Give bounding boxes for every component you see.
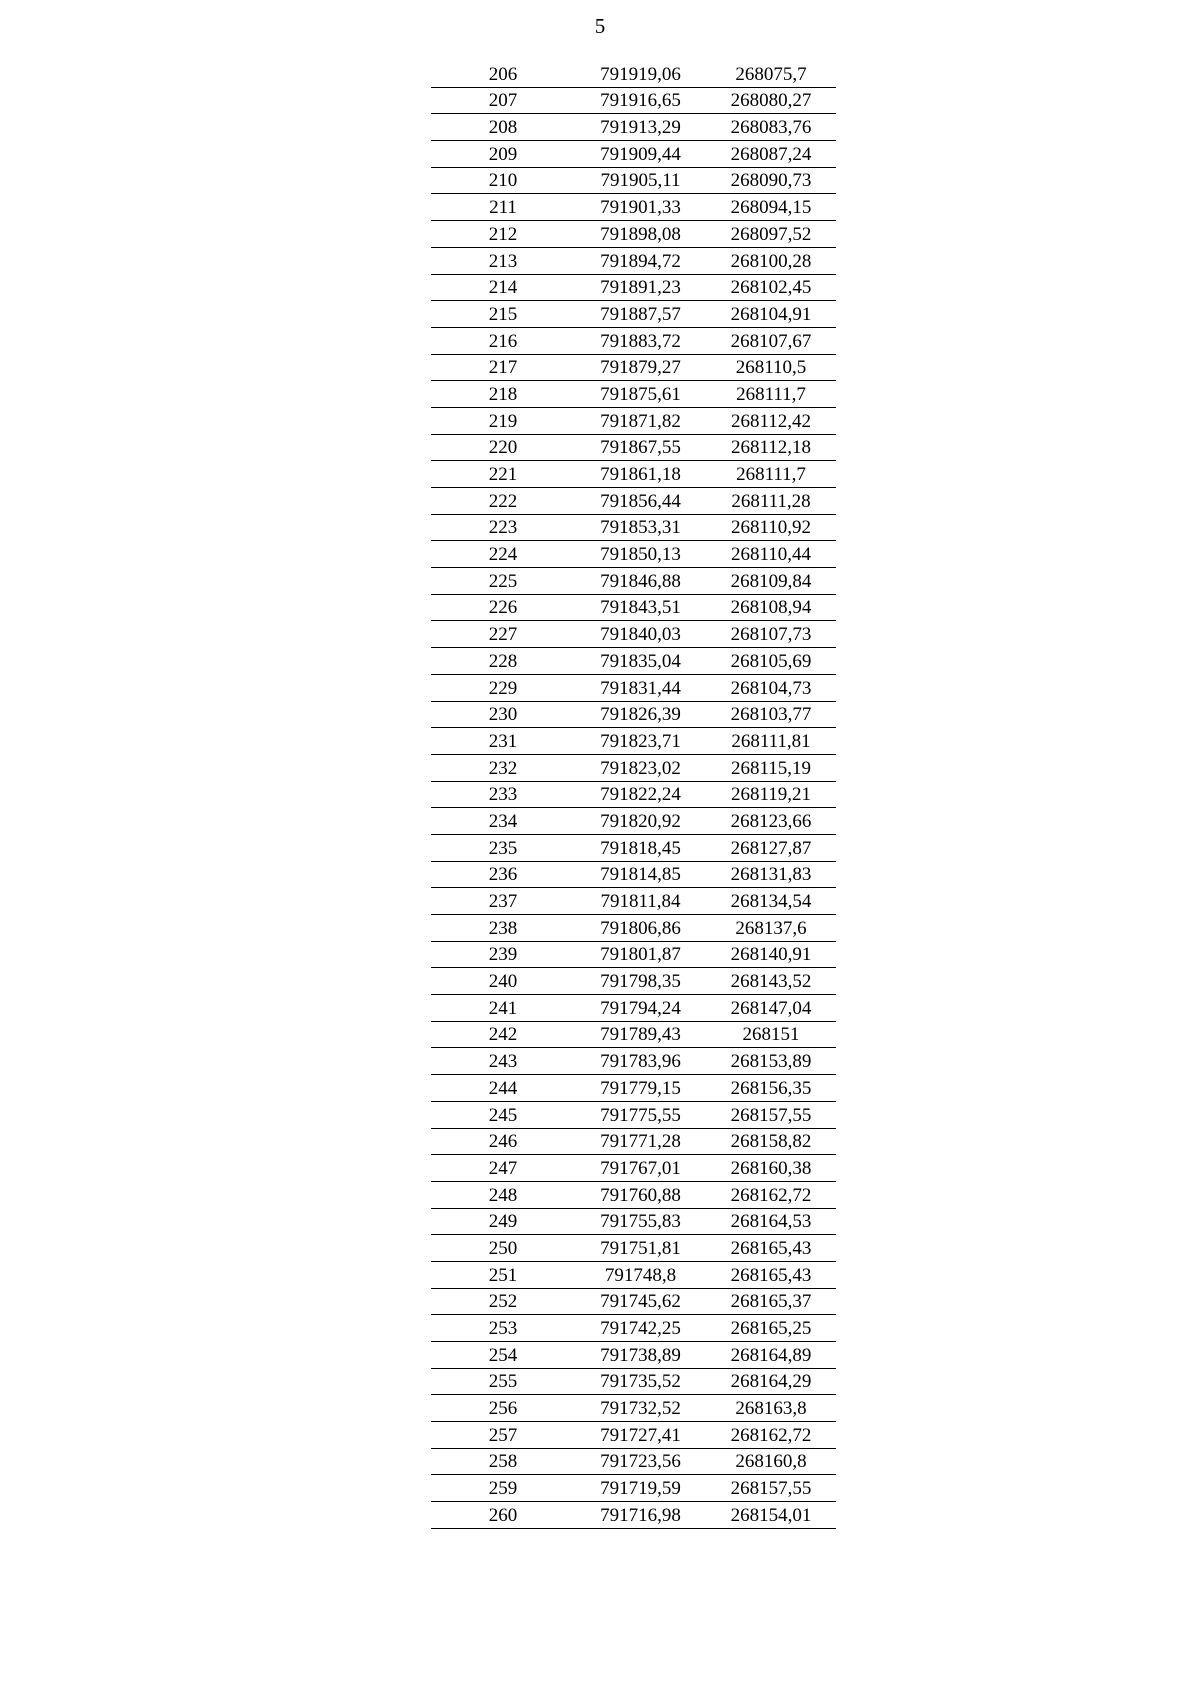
point-number: 254 (488, 1344, 518, 1366)
y-coordinate: 268112,18 (730, 437, 812, 459)
y-coordinate: 268090,73 (730, 170, 812, 192)
table-row (431, 88, 836, 115)
y-coordinate: 268107,73 (730, 624, 812, 646)
table-row (431, 488, 836, 515)
x-coordinate: 791806,86 (600, 917, 681, 939)
point-number: 228 (488, 650, 518, 672)
point-number: 234 (488, 810, 518, 832)
y-coordinate: 268147,04 (730, 997, 812, 1019)
point-number: 255 (488, 1371, 518, 1393)
point-number: 206 (488, 63, 518, 85)
y-coordinate: 268097,52 (730, 223, 812, 245)
y-coordinate: 268080,27 (730, 90, 812, 112)
point-number: 242 (488, 1024, 518, 1046)
point-number: 246 (488, 1131, 518, 1153)
point-number: 249 (488, 1211, 518, 1233)
table-row (431, 248, 836, 275)
point-number: 247 (488, 1157, 518, 1179)
y-coordinate: 268115,19 (730, 757, 812, 779)
point-number: 235 (488, 837, 518, 859)
x-coordinate: 791738,89 (600, 1344, 681, 1366)
y-coordinate: 268134,54 (730, 891, 812, 912)
table-row (431, 61, 836, 88)
point-number: 217 (488, 357, 518, 379)
x-coordinate: 791801,87 (600, 944, 681, 966)
point-number: 241 (488, 997, 518, 1019)
table-row (431, 1289, 836, 1316)
point-number: 227 (488, 624, 518, 646)
y-coordinate: 268104,91 (730, 303, 812, 325)
y-coordinate: 268111,81 (731, 730, 811, 752)
table-row (431, 1342, 836, 1369)
y-coordinate: 268140,91 (730, 944, 812, 966)
x-coordinate: 791891,23 (600, 277, 681, 299)
y-coordinate: 268075,7 (735, 63, 807, 85)
table-row (431, 194, 836, 221)
x-coordinate: 791861,18 (600, 464, 681, 485)
y-coordinate: 268164,29 (730, 1371, 812, 1393)
point-number: 240 (488, 971, 518, 993)
x-coordinate: 791887,57 (600, 303, 681, 325)
x-coordinate: 791826,39 (600, 704, 681, 726)
point-number: 215 (488, 303, 518, 325)
y-coordinate: 268164,89 (730, 1344, 812, 1366)
x-coordinate: 791775,55 (600, 1104, 681, 1126)
x-coordinate: 791909,44 (600, 143, 681, 165)
point-number: 250 (488, 1237, 518, 1259)
x-coordinate: 791723,56 (600, 1451, 681, 1473)
point-number: 210 (488, 170, 518, 192)
point-number: 233 (488, 784, 518, 806)
y-coordinate: 268111,7 (736, 383, 806, 405)
x-coordinate: 791919,06 (600, 63, 681, 85)
table-row (431, 1235, 836, 1262)
x-coordinate: 791843,51 (600, 597, 681, 619)
point-number: 209 (488, 143, 518, 165)
table-row (431, 1102, 836, 1129)
y-coordinate: 268156,35 (730, 1077, 812, 1099)
page-number: 5 (594, 14, 606, 38)
y-coordinate: 268108,94 (730, 597, 812, 619)
y-coordinate: 268107,67 (730, 330, 812, 352)
point-number: 213 (488, 250, 518, 272)
table-row (431, 675, 836, 702)
x-coordinate: 791779,15 (600, 1077, 681, 1099)
x-coordinate: 791742,25 (600, 1318, 681, 1339)
x-coordinate: 791894,72 (600, 250, 681, 272)
table-row (431, 1395, 836, 1422)
point-number: 222 (488, 490, 518, 512)
table-row (431, 755, 836, 782)
table-row (431, 968, 836, 995)
table-row (431, 808, 836, 835)
table-row (431, 1075, 836, 1102)
table-row (431, 915, 836, 942)
y-coordinate: 268111,7 (736, 464, 806, 485)
table-row (431, 541, 836, 568)
y-coordinate: 268123,66 (730, 810, 812, 832)
x-coordinate: 791905,11 (600, 170, 681, 192)
y-coordinate: 268112,42 (730, 410, 812, 432)
y-coordinate: 268163,8 (735, 1398, 807, 1420)
x-coordinate: 791883,72 (600, 330, 681, 352)
table-row (431, 648, 836, 675)
point-number: 238 (488, 917, 518, 939)
x-coordinate: 791916,65 (600, 90, 681, 112)
table-row (431, 275, 836, 302)
x-coordinate: 791735,52 (600, 1371, 681, 1393)
point-number: 251 (488, 1264, 518, 1286)
point-number: 259 (488, 1478, 518, 1500)
table-row (431, 381, 836, 408)
x-coordinate: 791913,29 (600, 117, 681, 139)
y-coordinate: 268087,24 (730, 143, 812, 165)
x-coordinate: 791732,52 (600, 1398, 681, 1420)
table-row (431, 408, 836, 435)
y-coordinate: 268151 (742, 1024, 800, 1046)
point-number: 236 (488, 864, 518, 886)
x-coordinate: 791840,03 (600, 624, 681, 646)
table-row (431, 1262, 836, 1289)
y-coordinate: 268110,5 (735, 357, 807, 379)
y-coordinate: 268157,55 (730, 1478, 812, 1500)
table-row (431, 1022, 836, 1049)
x-coordinate: 791901,33 (600, 197, 681, 219)
x-coordinate: 791831,44 (600, 677, 681, 699)
x-coordinate: 791798,35 (600, 971, 681, 993)
x-coordinate: 791818,45 (600, 837, 681, 859)
table-row (431, 114, 836, 141)
y-coordinate: 268110,92 (730, 517, 812, 539)
x-coordinate: 791767,01 (600, 1157, 681, 1179)
x-coordinate: 791789,43 (600, 1024, 681, 1046)
y-coordinate: 268164,53 (730, 1211, 812, 1233)
y-coordinate: 268158,82 (730, 1131, 812, 1153)
x-coordinate: 791755,83 (600, 1211, 681, 1233)
table-row (431, 461, 836, 488)
y-coordinate: 268111,28 (731, 490, 811, 512)
y-coordinate: 268083,76 (730, 117, 812, 139)
point-number: 258 (488, 1451, 518, 1473)
point-number: 207 (488, 90, 518, 112)
table-row (431, 168, 836, 195)
x-coordinate: 791783,96 (600, 1051, 681, 1073)
y-coordinate: 268137,6 (735, 917, 807, 939)
table-row (431, 515, 836, 542)
x-coordinate: 791814,85 (600, 864, 681, 886)
x-coordinate: 791716,98 (600, 1504, 681, 1526)
table-row (431, 435, 836, 462)
x-coordinate: 791871,82 (600, 410, 681, 432)
table-row (431, 1155, 836, 1182)
point-number: 244 (488, 1077, 518, 1099)
y-coordinate: 268154,01 (730, 1504, 812, 1526)
point-number: 237 (488, 891, 518, 912)
table-row (431, 995, 836, 1022)
y-coordinate: 268102,45 (730, 277, 812, 299)
table-row (431, 835, 836, 862)
y-coordinate: 268143,52 (730, 971, 812, 993)
table-row (431, 221, 836, 248)
point-number: 225 (488, 570, 518, 592)
x-coordinate: 791853,31 (600, 517, 681, 539)
point-number: 219 (488, 410, 518, 432)
table-row (431, 1369, 836, 1396)
table-row (431, 1182, 836, 1209)
y-coordinate: 268105,69 (730, 650, 812, 672)
y-coordinate: 268104,73 (730, 677, 812, 699)
y-coordinate: 268165,43 (730, 1264, 812, 1286)
table-row (431, 1048, 836, 1075)
table-row (431, 1502, 836, 1529)
y-coordinate: 268131,83 (730, 864, 812, 886)
point-number: 248 (488, 1184, 518, 1206)
table-row (431, 702, 836, 729)
x-coordinate: 791820,92 (600, 810, 681, 832)
x-coordinate: 791875,61 (600, 383, 681, 405)
y-coordinate: 268165,25 (730, 1318, 812, 1339)
point-number: 230 (488, 704, 518, 726)
y-coordinate: 268160,8 (735, 1451, 807, 1473)
y-coordinate: 268165,43 (730, 1237, 812, 1259)
table-row (431, 1422, 836, 1449)
x-coordinate: 791719,59 (600, 1478, 681, 1500)
x-coordinate: 791898,08 (600, 223, 681, 245)
point-number: 221 (488, 464, 518, 485)
x-coordinate: 791879,27 (600, 357, 681, 379)
x-coordinate: 791867,55 (600, 437, 681, 459)
point-number: 239 (488, 944, 518, 966)
x-coordinate: 791835,04 (600, 650, 681, 672)
y-coordinate: 268094,15 (730, 197, 812, 219)
x-coordinate: 791823,02 (600, 757, 681, 779)
y-coordinate: 268160,38 (730, 1157, 812, 1179)
point-number: 211 (489, 197, 517, 219)
table-row (431, 1129, 836, 1156)
x-coordinate: 791811,84 (600, 891, 681, 912)
point-number: 260 (488, 1504, 518, 1526)
table-row (431, 888, 836, 915)
table-row (431, 141, 836, 168)
coordinates-table (431, 61, 836, 1529)
x-coordinate: 791727,41 (600, 1424, 681, 1446)
table-row (431, 568, 836, 595)
y-coordinate: 268110,44 (730, 544, 812, 566)
point-number: 253 (488, 1318, 518, 1339)
point-number: 216 (488, 330, 518, 352)
x-coordinate: 791748,8 (604, 1264, 677, 1286)
point-number: 257 (488, 1424, 518, 1446)
y-coordinate: 268100,28 (730, 250, 812, 272)
point-number: 226 (488, 597, 518, 619)
point-number: 223 (488, 517, 518, 539)
table-row (431, 782, 836, 809)
table-row (431, 1449, 836, 1476)
table-row (431, 355, 836, 382)
table-row (431, 621, 836, 648)
point-number: 208 (488, 117, 518, 139)
y-coordinate: 268103,77 (730, 704, 812, 726)
y-coordinate: 268153,89 (730, 1051, 812, 1073)
point-number: 243 (488, 1051, 518, 1073)
y-coordinate: 268162,72 (730, 1184, 812, 1206)
table-row (431, 942, 836, 969)
y-coordinate: 268157,55 (730, 1104, 812, 1126)
y-coordinate: 268109,84 (730, 570, 812, 592)
point-number: 212 (488, 223, 518, 245)
y-coordinate: 268127,87 (730, 837, 812, 859)
point-number: 229 (488, 677, 518, 699)
table-row (431, 301, 836, 328)
point-number: 252 (488, 1291, 518, 1313)
x-coordinate: 791760,88 (600, 1184, 681, 1206)
table-row (431, 1475, 836, 1502)
y-coordinate: 268162,72 (730, 1424, 812, 1446)
x-coordinate: 791846,88 (600, 570, 681, 592)
table-row (431, 595, 836, 622)
x-coordinate: 791751,81 (600, 1237, 681, 1259)
x-coordinate: 791771,28 (600, 1131, 681, 1153)
point-number: 232 (488, 757, 518, 779)
x-coordinate: 791850,13 (600, 544, 681, 566)
table-row (431, 1315, 836, 1342)
x-coordinate: 791745,62 (600, 1291, 681, 1313)
point-number: 224 (488, 544, 518, 566)
x-coordinate: 791794,24 (600, 997, 681, 1019)
y-coordinate: 268165,37 (730, 1291, 812, 1313)
x-coordinate: 791822,24 (600, 784, 681, 806)
x-coordinate: 791856,44 (600, 490, 681, 512)
point-number: 256 (488, 1398, 518, 1420)
table-row (431, 728, 836, 755)
y-coordinate: 268119,21 (730, 784, 812, 806)
point-number: 220 (488, 437, 518, 459)
table-row (431, 862, 836, 889)
x-coordinate: 791823,71 (600, 730, 681, 752)
point-number: 231 (488, 730, 518, 752)
point-number: 218 (488, 383, 518, 405)
table-row (431, 328, 836, 355)
point-number: 214 (488, 277, 518, 299)
point-number: 245 (488, 1104, 518, 1126)
table-row (431, 1209, 836, 1236)
